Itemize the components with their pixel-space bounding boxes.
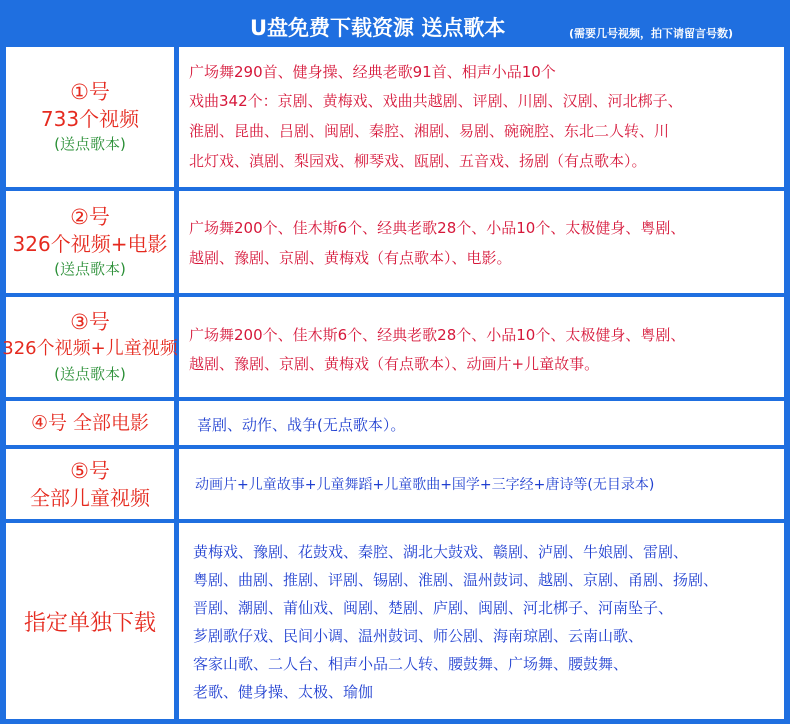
package-label-cell (6, 523, 174, 719)
package-number: ⑤号 (70, 458, 110, 483)
header-banner (0, 0, 790, 46)
content-line: 喜剧、动作、战争(无点歌本）。 (197, 416, 406, 434)
content-line: 晋剧、潮剧、莆仙戏、闽剧、楚剧、庐剧、闽剧、河北梆子、河南坠子、 (193, 599, 674, 617)
package-number: ④号 全部电影 (30, 411, 150, 434)
package-count: 733个视频 (40, 106, 140, 131)
package-row-2 (6, 191, 784, 293)
header-note: (需要几号视频，拍下请留言号数) (569, 27, 734, 40)
package-bonus-note: (送点歌本) (54, 364, 126, 383)
package-number: ③号 (70, 309, 110, 334)
package-bonus-note: (送点歌本) (54, 134, 126, 153)
package-label-cell (6, 449, 174, 519)
package-count: 全部儿童视频 (30, 485, 150, 510)
content-line: 北灯戏、滇剧、梨园戏、柳琴戏、瓯剧、五音戏、扬剧（有点歌本）。 (189, 152, 647, 170)
package-row-1 (6, 47, 784, 187)
content-line: 淮剧、昆曲、吕剧、闽剧、秦腔、湘剧、易剧、碗碗腔、东北二人转、川 (189, 122, 670, 140)
package-count: 326个视频+电影 (12, 231, 168, 256)
content-line: 粤剧、曲剧、推剧、评剧、锡剧、淮剧、温州鼓词、越剧、京剧、甬剧、扬剧、 (193, 571, 719, 589)
package-content-cell (179, 523, 784, 719)
package-number: ①号 (70, 79, 110, 104)
package-label-cell (2, 297, 178, 397)
page-title: U盘免费下载资源 送点歌本 (250, 16, 506, 40)
package-label-cell (6, 401, 174, 445)
package-row-3 (2, 297, 784, 397)
package-content-cell (179, 401, 784, 445)
content-line: 动画片+儿童故事+儿童舞蹈+儿童歌曲+国学+三字经+唐诗等(无目录本) (195, 477, 655, 493)
package-row-6 (6, 523, 784, 719)
package-content-cell (179, 47, 784, 187)
package-number: 指定单独下载 (23, 610, 156, 636)
package-content-cell (179, 191, 784, 293)
content-line: 客家山歌、二人台、相声小品二人转、腰鼓舞、广场舞、腰鼓舞、 (193, 655, 629, 673)
content-line: 越剧、豫剧、京剧、黄梅戏（有点歌本）、动画片+儿童故事。 (189, 355, 600, 373)
content-line: 老歌、健身操、太极、瑜伽 (193, 683, 374, 701)
package-label-cell (6, 47, 174, 187)
package-content-cell (179, 297, 784, 397)
content-line: 广场舞200个、佳木斯6个、经典老歌28个、小品10个、太极健身、粤剧、 (189, 219, 686, 237)
package-count: 326个视频+儿童视频 (2, 337, 178, 359)
package-row-5 (6, 449, 784, 519)
package-number: ②号 (70, 204, 110, 229)
content-line: 越剧、豫剧、京剧、黄梅戏（有点歌本）、电影。 (189, 249, 512, 267)
package-row-4 (6, 401, 784, 445)
content-line: 戏曲342个：京剧、黄梅戏、戏曲共越剧、评剧、川剧、汉剧、河北梆子、 (189, 92, 683, 110)
package-label-cell (6, 191, 174, 293)
package-bonus-note: (送点歌本) (54, 259, 126, 278)
content-line: 黄梅戏、豫剧、花鼓戏、秦腔、湖北大鼓戏、赣剧、泸剧、牛娘剧、雷剧、 (193, 543, 689, 561)
content-line: 广场舞200个、佳木斯6个、经典老歌28个、小品10个、太极健身、粤剧、 (189, 326, 686, 344)
content-line: 芗剧歌仔戏、民间小调、温州鼓词、师公剧、海南琼剧、云南山歌、 (193, 627, 644, 645)
content-line: 广场舞290首、健身操、经典老歌91首、相声小品10个 (189, 63, 556, 81)
package-content-cell (179, 449, 784, 519)
